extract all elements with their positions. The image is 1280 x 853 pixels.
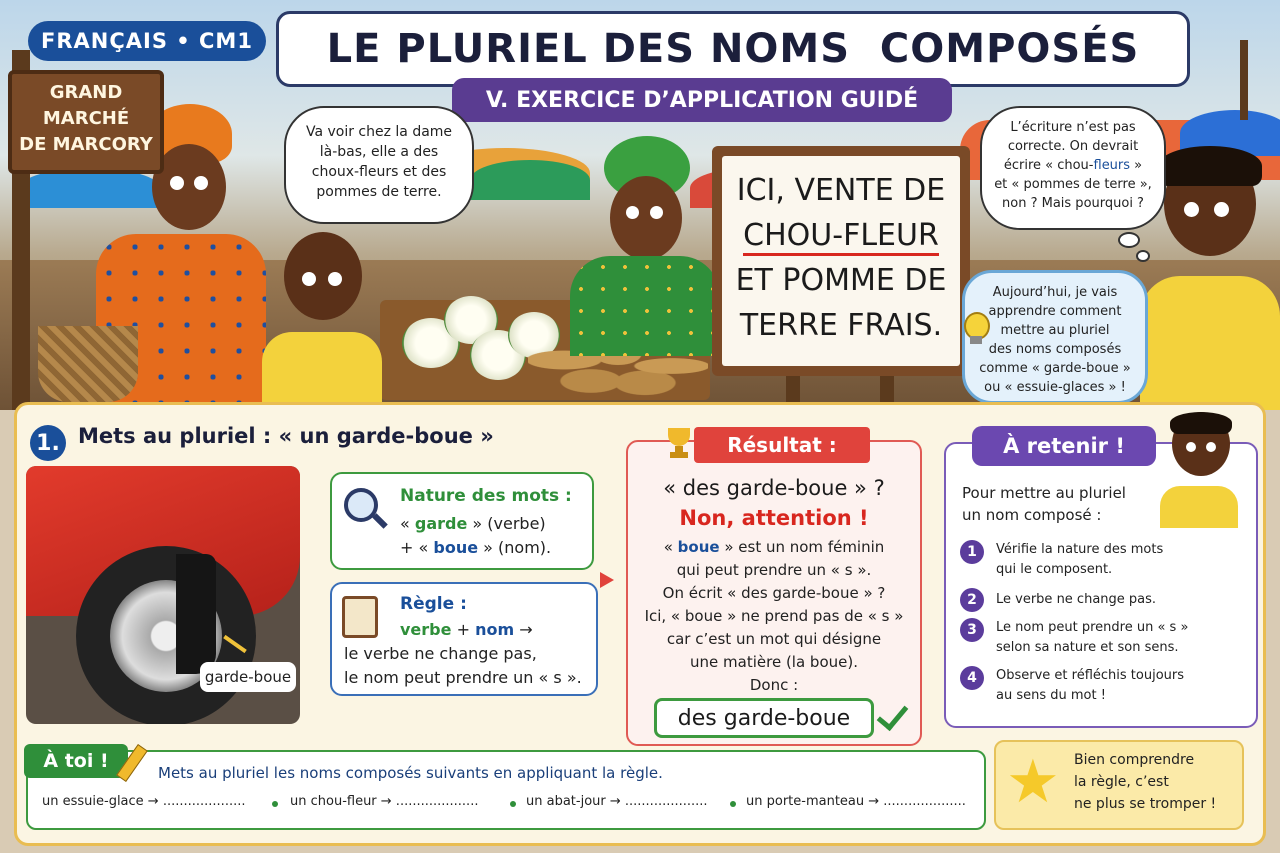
result-line: qui peut prendre un « s ».	[676, 561, 872, 579]
rule-line: le nom peut prendre un « s ».	[344, 668, 582, 687]
result-line: Ici, « boue » ne prend pas de « s »	[644, 607, 904, 625]
rule-card	[330, 582, 598, 696]
child-character	[262, 232, 382, 410]
result-line	[628, 538, 920, 556]
nature-word: boue	[433, 538, 479, 557]
answer-box: des garde-boue	[654, 698, 874, 738]
nature-word: garde	[414, 514, 468, 533]
rule-noun: nom	[475, 620, 515, 639]
nature-text: » (nom).	[478, 538, 552, 557]
nature-text: «	[400, 514, 415, 533]
bullet-dot	[272, 801, 278, 807]
lightbulb-icon	[960, 312, 990, 346]
result-question: « des garde-boue » ?	[663, 476, 885, 500]
trophy-icon	[666, 428, 692, 458]
thought-line: correcte. On devrait	[1007, 139, 1139, 154]
thought-line: non ? Mais pourquoi ?	[1002, 196, 1144, 211]
boy-thought-bubble	[980, 106, 1166, 230]
thought-line: L’écriture n’est pas	[1010, 120, 1136, 135]
tip-line: la règle, c’est	[1074, 774, 1169, 790]
idea-line: ou « essuie-glaces » !	[984, 380, 1126, 395]
car-wheel-illustration	[26, 466, 300, 724]
step-text: Le nom peut prendre un « s »	[996, 620, 1189, 635]
idea-line: comme « garde-boue »	[979, 361, 1131, 376]
nature-card	[330, 472, 594, 570]
step-number: 4	[960, 666, 984, 690]
bullet-dot	[510, 801, 516, 807]
arrow-right-icon	[600, 572, 614, 588]
tip-line: Bien comprendre	[1074, 752, 1195, 768]
tip-box	[994, 740, 1244, 830]
sign-line: ET POMME DE	[735, 263, 947, 298]
result-word: boue	[677, 538, 720, 556]
step-number: 2	[960, 588, 984, 612]
practice-item[interactable]: un essuie-glace → ....................	[42, 794, 246, 809]
speech-line: pommes de terre.	[316, 184, 442, 200]
page-title: LE PLURIEL DES NOMS COMPOSÉS	[276, 11, 1190, 87]
step-number: 1	[960, 540, 984, 564]
mother-speech-bubble	[284, 106, 474, 224]
idea-line: Aujourd’hui, je vais	[992, 285, 1118, 300]
result-warning: Non, attention !	[679, 506, 869, 530]
result-text: «	[663, 538, 678, 556]
step-text: Vérifie la nature des mots	[996, 542, 1164, 557]
result-banner-label: Résultat :	[727, 433, 837, 457]
practice-box	[26, 750, 986, 830]
star-icon: ★	[1006, 747, 1060, 817]
vendor-character	[570, 136, 720, 356]
rule-line: le verbe ne change pas,	[344, 644, 537, 663]
result-line: Donc :	[749, 676, 799, 694]
rule-verb: verbe	[400, 620, 452, 639]
remember-intro: Pour mettre au pluriel	[962, 484, 1126, 502]
practice-item[interactable]: un chou-fleur → ....................	[290, 794, 479, 809]
practice-item[interactable]: un porte-manteau → ....................	[746, 794, 966, 809]
rule-text: +	[451, 620, 476, 639]
speech-line: là-bas, elle a des	[319, 144, 439, 160]
market-sign-line: DE MARCORY	[19, 134, 153, 155]
section-subtitle: V. EXERCICE D’APPLICATION GUIDÉ	[452, 78, 952, 122]
nature-text: » (verbe)	[467, 514, 546, 533]
thought-highlight: fleurs	[1093, 158, 1131, 173]
step-text: Le verbe ne change pas.	[996, 592, 1157, 607]
idea-line: mettre au pluriel	[1000, 323, 1110, 338]
question-number: 1.	[30, 425, 66, 461]
result-line: On écrit « des garde-boue » ?	[662, 584, 886, 602]
thought-text: écrire « chou-	[1003, 158, 1094, 173]
vendor-sign-board	[712, 146, 970, 376]
step-number: 3	[960, 618, 984, 642]
result-text: » est un nom féminin	[719, 538, 885, 556]
mudguard	[176, 554, 216, 674]
result-banner	[694, 427, 870, 463]
rule-text: →	[514, 620, 533, 639]
sign-line: TERRE FRAIS.	[739, 308, 943, 343]
result-line: une matière (la boue).	[690, 653, 858, 671]
nature-title: Nature des mots :	[400, 486, 572, 506]
market-sign-line: MARCHÉ	[42, 108, 130, 129]
step-text: selon sa nature et son sens.	[996, 640, 1179, 655]
result-line: car c’est un mot qui désigne	[666, 630, 882, 648]
idea-line: apprendre comment	[988, 304, 1122, 319]
step-text: Observe et réfléchis toujours	[996, 668, 1185, 683]
sign-line: ICI, VENTE DE	[736, 173, 946, 208]
idea-line: des noms composés	[988, 342, 1122, 357]
bullet-dot	[730, 801, 736, 807]
garde-boue-label: garde-boue	[200, 662, 296, 692]
subject-badge: FRANÇAIS • CM1	[28, 21, 266, 61]
nature-text: + «	[400, 538, 434, 557]
speech-line: Va voir chez la dame	[305, 124, 453, 140]
speech-line: choux-fleurs et des	[311, 164, 447, 180]
thought-text: »	[1130, 158, 1143, 173]
nature-line	[400, 538, 551, 557]
step-text: qui le composent.	[996, 562, 1113, 577]
basket	[38, 326, 138, 402]
rule-title: Règle :	[400, 594, 467, 614]
nature-line	[400, 514, 546, 533]
tip-line: ne plus se tromper !	[1074, 796, 1217, 812]
question-prompt: Mets au pluriel : « un garde-boue »	[78, 424, 494, 448]
remember-intro: un nom composé :	[962, 506, 1102, 524]
step-text: au sens du mot !	[996, 688, 1106, 703]
practice-item[interactable]: un abat-jour → ....................	[526, 794, 708, 809]
rule-line	[400, 620, 533, 639]
remember-banner: À retenir !	[972, 426, 1156, 466]
thought-line	[988, 156, 1158, 175]
practice-instruction: Mets au pluriel les noms composés suivants en appliquant la règle.	[158, 764, 663, 782]
practice-banner: À toi !	[24, 744, 128, 778]
market-sign	[8, 70, 164, 174]
pointing-boy-character	[1156, 412, 1242, 530]
clipboard-icon	[342, 596, 378, 638]
sign-line: CHOU-FLEUR	[743, 218, 939, 256]
thought-line: et « pommes de terre »,	[994, 177, 1152, 192]
market-sign-line: GRAND	[49, 82, 123, 103]
